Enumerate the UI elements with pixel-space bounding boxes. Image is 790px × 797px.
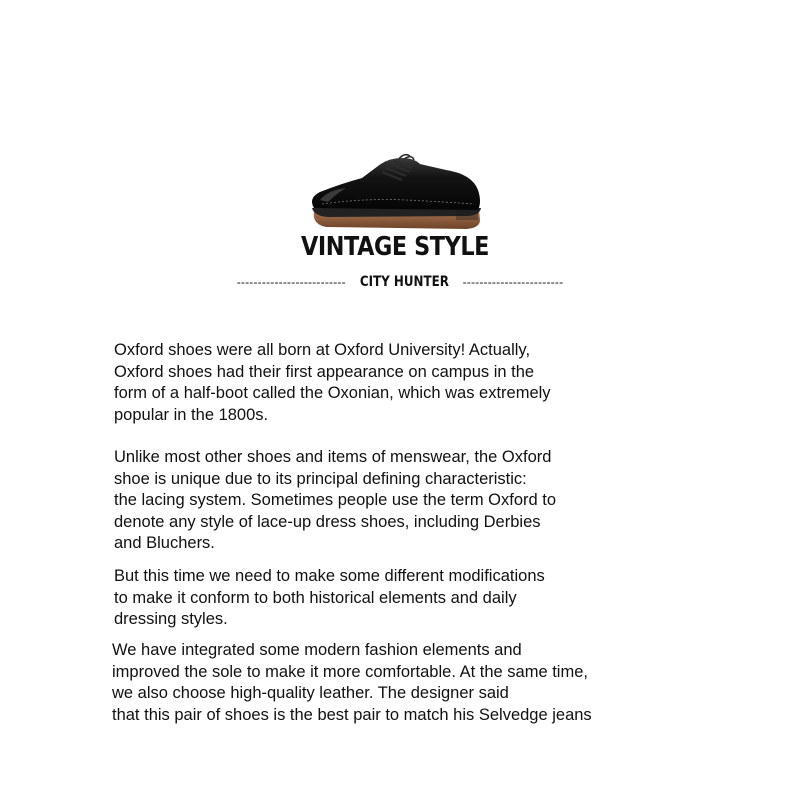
divider-right: ------------------------	[462, 275, 564, 289]
paragraph-lacing: Unlike most other shoes and items of menswear, the Oxford shoe is unique due to its principal defining characteristic: the lacing system. Sometimes people use the term Oxford to denote any style of lace-up dress shoes, including Derbies and Bluchers.	[114, 448, 557, 553]
subtitle: CITY HUNTER	[359, 274, 449, 290]
paragraph-modifications: But this time we need to make some different modifications to make it conform to both historical elements and daily dressing styles.	[114, 567, 545, 629]
brand-title: VINTAGE STYLE	[300, 232, 490, 262]
paragraph-history: Oxford shoes were all born at Oxford University! Actually, Oxford shoes had their first appearance on campus in the form of a half-boot called the Oxonian, which was extremely popular in the 1800s.	[114, 341, 551, 424]
paragraph-design: We have integrated some modern fashion elements and improved the sole to make it more comfortable. At the same time, we also choose high-quality leather. The designer said that this pair of shoes is the best pair to match his Selvedge jeans	[112, 641, 592, 724]
subtitle-line	[210, 272, 590, 292]
divider-left: --------------------------	[236, 275, 346, 289]
oxford-shoe-icon	[306, 150, 486, 236]
shoe-image	[306, 150, 486, 236]
